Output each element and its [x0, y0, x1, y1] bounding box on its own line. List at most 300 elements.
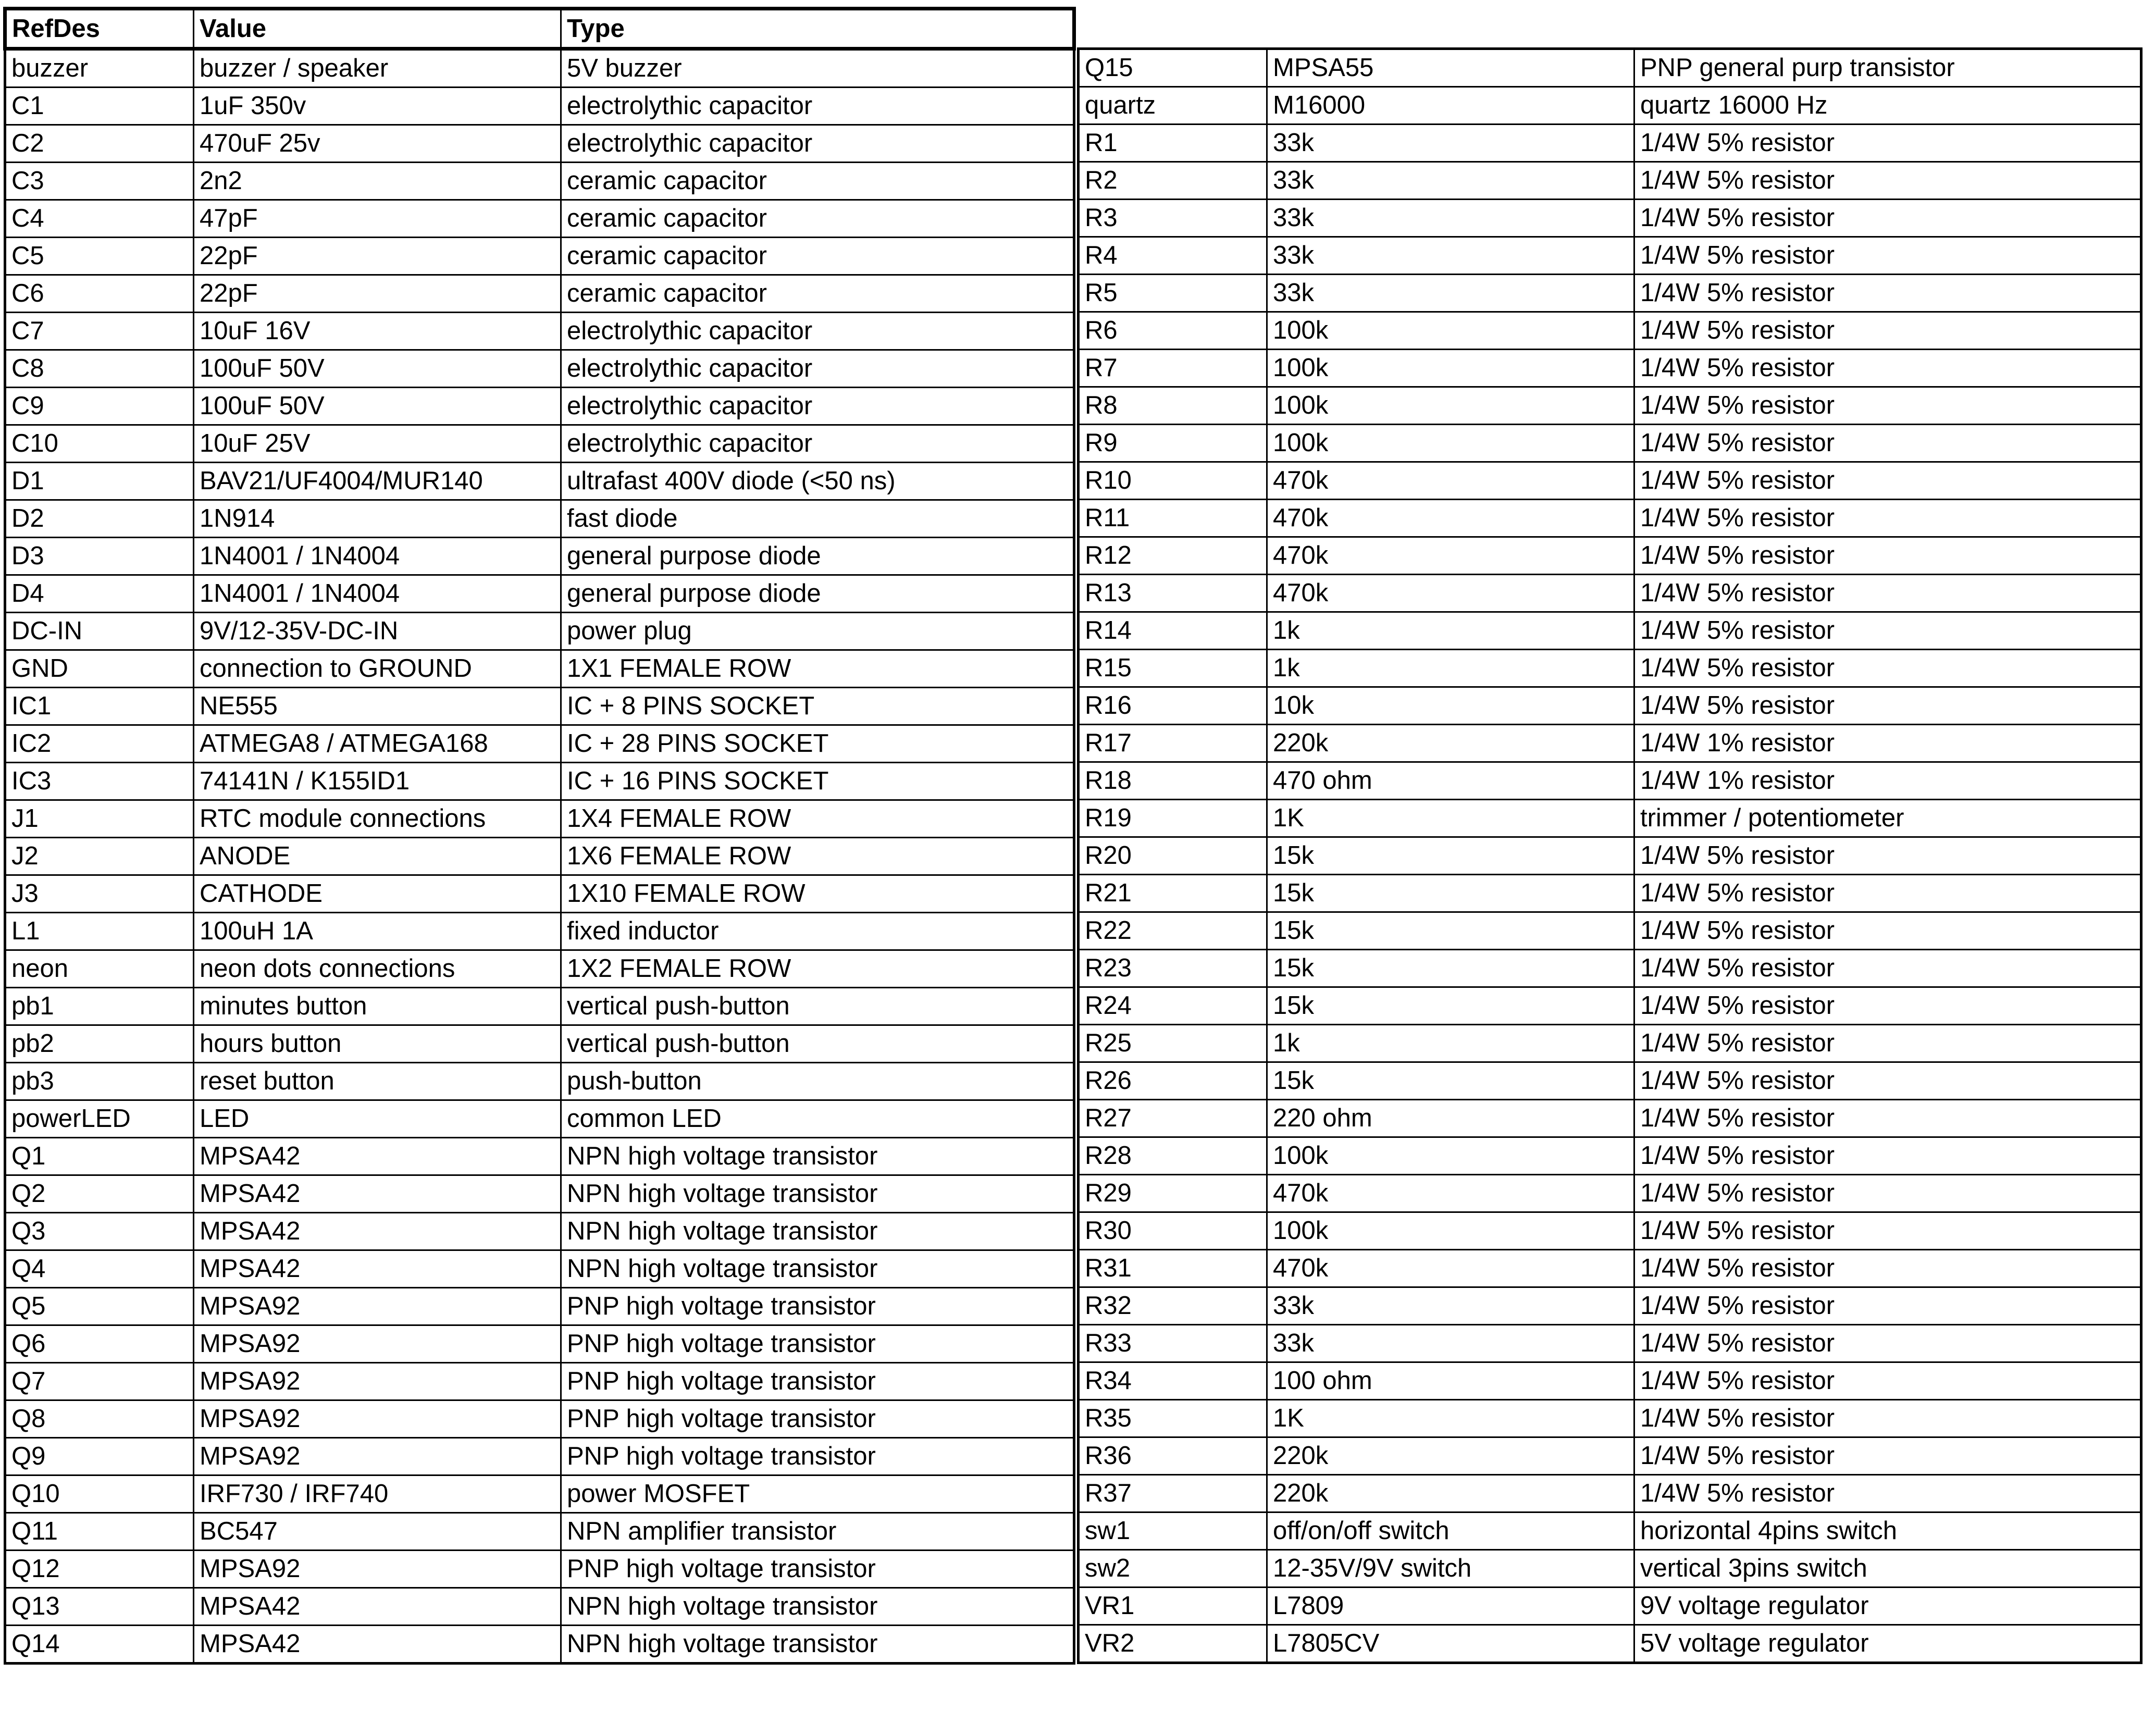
- cell-type: 9V voltage regulator: [1634, 1588, 2141, 1625]
- table-row: [5, 1288, 1074, 1325]
- cell-value: 15k: [1267, 837, 1634, 875]
- cell-type: power MOSFET: [561, 1475, 1074, 1513]
- cell-refdes: Q9: [5, 1438, 194, 1475]
- cell-refdes: C5: [5, 238, 194, 275]
- cell-refdes: buzzer: [5, 49, 194, 88]
- table-row: [5, 125, 1074, 163]
- cell-refdes: R35: [1079, 1400, 1267, 1437]
- table-row: [5, 688, 1074, 725]
- cell-value: MPSA92: [194, 1325, 561, 1363]
- table-row: [1079, 1588, 2141, 1625]
- table-row: [1079, 462, 2141, 500]
- cell-type: PNP high voltage transistor: [561, 1325, 1074, 1363]
- table-row: [1079, 1512, 2141, 1550]
- bom-table-right: [1077, 47, 2142, 1664]
- table-row: [5, 238, 1074, 275]
- cell-refdes: VR2: [1079, 1625, 1267, 1663]
- cell-value: 33k: [1267, 1325, 1634, 1362]
- table-row: [1079, 1212, 2141, 1250]
- cell-value: neon dots connections: [194, 950, 561, 988]
- cell-refdes: R13: [1079, 575, 1267, 612]
- cell-refdes: Q12: [5, 1551, 194, 1588]
- cell-type: PNP high voltage transistor: [561, 1363, 1074, 1400]
- cell-refdes: R31: [1079, 1250, 1267, 1287]
- cell-refdes: Q14: [5, 1626, 194, 1664]
- header-type: Type: [561, 9, 1074, 49]
- cell-value: 1k: [1267, 612, 1634, 650]
- table-row: [5, 88, 1074, 125]
- cell-value: 22pF: [194, 238, 561, 275]
- cell-value: 74141N / K155ID1: [194, 763, 561, 800]
- cell-value: 220k: [1267, 725, 1634, 762]
- table-row: [1079, 275, 2141, 312]
- cell-value: 1k: [1267, 1025, 1634, 1062]
- cell-refdes: R1: [1079, 125, 1267, 162]
- cell-type: PNP high voltage transistor: [561, 1288, 1074, 1325]
- cell-value: MPSA92: [194, 1363, 561, 1400]
- cell-type: 1X4 FEMALE ROW: [561, 800, 1074, 838]
- cell-value: CATHODE: [194, 875, 561, 913]
- table-row: [5, 425, 1074, 463]
- cell-refdes: C6: [5, 275, 194, 313]
- cell-type: IC + 28 PINS SOCKET: [561, 725, 1074, 763]
- table-row: [1079, 650, 2141, 687]
- cell-type: common LED: [561, 1100, 1074, 1138]
- cell-refdes: quartz: [1079, 87, 1267, 125]
- table-row: [5, 1100, 1074, 1138]
- cell-value: 100uF 50V: [194, 388, 561, 425]
- cell-refdes: Q15: [1079, 49, 1267, 87]
- cell-value: IRF730 / IRF740: [194, 1475, 561, 1513]
- table-row: [5, 1513, 1074, 1551]
- cell-type: 1/4W 5% resistor: [1634, 1325, 2141, 1362]
- table-row: [1079, 125, 2141, 162]
- table-row: [5, 313, 1074, 350]
- cell-type: 1X1 FEMALE ROW: [561, 650, 1074, 688]
- cell-refdes: Q1: [5, 1138, 194, 1175]
- table-row: [1079, 1287, 2141, 1325]
- cell-refdes: R23: [1079, 950, 1267, 987]
- cell-value: 470 ohm: [1267, 762, 1634, 800]
- cell-refdes: R32: [1079, 1287, 1267, 1325]
- table-row: [1079, 875, 2141, 912]
- cell-refdes: R22: [1079, 912, 1267, 950]
- table-row: [5, 613, 1074, 650]
- table-row: [1079, 1475, 2141, 1512]
- cell-refdes: R11: [1079, 500, 1267, 537]
- cell-refdes: R28: [1079, 1137, 1267, 1175]
- table-row: [1079, 612, 2141, 650]
- cell-type: 1/4W 5% resistor: [1634, 387, 2141, 425]
- cell-type: NPN high voltage transistor: [561, 1138, 1074, 1175]
- cell-type: vertical 3pins switch: [1634, 1550, 2141, 1588]
- cell-refdes: pb3: [5, 1063, 194, 1100]
- table-row: [5, 1400, 1074, 1438]
- cell-value: 100k: [1267, 350, 1634, 387]
- cell-type: 1/4W 5% resistor: [1634, 537, 2141, 575]
- cell-value: 220k: [1267, 1475, 1634, 1512]
- table-row: [5, 1438, 1074, 1475]
- cell-type: PNP high voltage transistor: [561, 1551, 1074, 1588]
- cell-value: connection to GROUND: [194, 650, 561, 688]
- cell-value: NE555: [194, 688, 561, 725]
- cell-value: 470k: [1267, 1175, 1634, 1212]
- cell-type: PNP general purp transistor: [1634, 49, 2141, 87]
- cell-value: reset button: [194, 1063, 561, 1100]
- cell-refdes: R6: [1079, 312, 1267, 350]
- cell-value: off/on/off switch: [1267, 1512, 1634, 1550]
- cell-value: 33k: [1267, 125, 1634, 162]
- cell-refdes: pb1: [5, 988, 194, 1025]
- cell-refdes: R5: [1079, 275, 1267, 312]
- cell-type: 1/4W 1% resistor: [1634, 762, 2141, 800]
- table-row: [5, 1175, 1074, 1213]
- table-row: [1079, 1625, 2141, 1663]
- cell-refdes: J2: [5, 838, 194, 875]
- cell-refdes: C4: [5, 200, 194, 238]
- cell-value: 470k: [1267, 500, 1634, 537]
- table-row: [1079, 1250, 2141, 1287]
- cell-type: 1/4W 5% resistor: [1634, 612, 2141, 650]
- cell-refdes: Q5: [5, 1288, 194, 1325]
- cell-type: ceramic capacitor: [561, 238, 1074, 275]
- cell-value: 15k: [1267, 1062, 1634, 1100]
- cell-type: 1/4W 5% resistor: [1634, 950, 2141, 987]
- cell-refdes: D1: [5, 463, 194, 500]
- table-row: [1079, 575, 2141, 612]
- table-row: [1079, 1025, 2141, 1062]
- cell-refdes: VR1: [1079, 1588, 1267, 1625]
- cell-refdes: sw1: [1079, 1512, 1267, 1550]
- cell-value: 15k: [1267, 875, 1634, 912]
- table-row: [1079, 762, 2141, 800]
- cell-value: 47pF: [194, 200, 561, 238]
- cell-refdes: R9: [1079, 425, 1267, 462]
- cell-type: 1/4W 5% resistor: [1634, 912, 2141, 950]
- cell-value: 1N4001 / 1N4004: [194, 575, 561, 613]
- table-row: [1079, 537, 2141, 575]
- table-row: [5, 650, 1074, 688]
- cell-type: 1/4W 5% resistor: [1634, 312, 2141, 350]
- cell-refdes: R27: [1079, 1100, 1267, 1137]
- cell-refdes: R30: [1079, 1212, 1267, 1250]
- table-row: [5, 800, 1074, 838]
- table-row: [1079, 1137, 2141, 1175]
- cell-value: BAV21/UF4004/MUR140: [194, 463, 561, 500]
- table-row: [1079, 237, 2141, 275]
- cell-type: 1/4W 5% resistor: [1634, 275, 2141, 312]
- table-row: [5, 1588, 1074, 1626]
- cell-refdes: R34: [1079, 1362, 1267, 1400]
- cell-type: NPN high voltage transistor: [561, 1588, 1074, 1626]
- cell-type: IC + 16 PINS SOCKET: [561, 763, 1074, 800]
- table-row: [5, 463, 1074, 500]
- table-row: [5, 350, 1074, 388]
- table-row: [1079, 162, 2141, 200]
- cell-type: electrolythic capacitor: [561, 313, 1074, 350]
- cell-refdes: R36: [1079, 1437, 1267, 1475]
- cell-value: 100k: [1267, 425, 1634, 462]
- cell-value: L7805CV: [1267, 1625, 1634, 1663]
- cell-value: MPSA55: [1267, 49, 1634, 87]
- cell-value: 470k: [1267, 575, 1634, 612]
- cell-refdes: J3: [5, 875, 194, 913]
- cell-type: vertical push-button: [561, 1025, 1074, 1063]
- table-row: [1079, 200, 2141, 237]
- table-row: [5, 200, 1074, 238]
- table-row: [1079, 350, 2141, 387]
- cell-refdes: R3: [1079, 200, 1267, 237]
- table-row: [5, 163, 1074, 200]
- cell-value: MPSA42: [194, 1175, 561, 1213]
- cell-type: electrolythic capacitor: [561, 88, 1074, 125]
- cell-refdes: Q10: [5, 1475, 194, 1513]
- cell-value: LED: [194, 1100, 561, 1138]
- cell-value: ATMEGA8 / ATMEGA168: [194, 725, 561, 763]
- cell-type: IC + 8 PINS SOCKET: [561, 688, 1074, 725]
- cell-value: RTC module connections: [194, 800, 561, 838]
- cell-value: 470k: [1267, 537, 1634, 575]
- cell-value: MPSA92: [194, 1438, 561, 1475]
- cell-value: 1K: [1267, 800, 1634, 837]
- cell-refdes: powerLED: [5, 1100, 194, 1138]
- cell-value: 12-35V/9V switch: [1267, 1550, 1634, 1588]
- cell-refdes: Q8: [5, 1400, 194, 1438]
- cell-type: general purpose diode: [561, 538, 1074, 575]
- cell-refdes: C9: [5, 388, 194, 425]
- cell-refdes: R4: [1079, 237, 1267, 275]
- cell-type: 1/4W 5% resistor: [1634, 1175, 2141, 1212]
- cell-type: 1/4W 5% resistor: [1634, 1362, 2141, 1400]
- table-row: [1079, 912, 2141, 950]
- cell-value: MPSA42: [194, 1138, 561, 1175]
- cell-type: ceramic capacitor: [561, 200, 1074, 238]
- cell-value: 1k: [1267, 650, 1634, 687]
- table-row: [1079, 1325, 2141, 1362]
- cell-type: 1/4W 5% resistor: [1634, 650, 2141, 687]
- cell-value: MPSA42: [194, 1213, 561, 1250]
- cell-refdes: D3: [5, 538, 194, 575]
- cell-refdes: IC3: [5, 763, 194, 800]
- cell-refdes: R10: [1079, 462, 1267, 500]
- cell-type: ultrafast 400V diode (<50 ns): [561, 463, 1074, 500]
- table-row: [5, 1325, 1074, 1363]
- cell-refdes: R24: [1079, 987, 1267, 1025]
- cell-type: 1X6 FEMALE ROW: [561, 838, 1074, 875]
- cell-refdes: R12: [1079, 537, 1267, 575]
- cell-type: 1/4W 5% resistor: [1634, 425, 2141, 462]
- table-row: [1079, 1062, 2141, 1100]
- cell-refdes: Q13: [5, 1588, 194, 1626]
- table-row: [1079, 1400, 2141, 1437]
- cell-type: 1/4W 5% resistor: [1634, 1137, 2141, 1175]
- table-row: [5, 388, 1074, 425]
- table-row: [5, 49, 1074, 88]
- header-value: Value: [194, 9, 561, 49]
- cell-refdes: Q7: [5, 1363, 194, 1400]
- cell-value: MPSA92: [194, 1288, 561, 1325]
- table-row: [1079, 725, 2141, 762]
- cell-refdes: Q2: [5, 1175, 194, 1213]
- cell-value: M16000: [1267, 87, 1634, 125]
- cell-refdes: J1: [5, 800, 194, 838]
- cell-type: horizontal 4pins switch: [1634, 1512, 2141, 1550]
- table-row: [5, 763, 1074, 800]
- cell-value: 15k: [1267, 912, 1634, 950]
- cell-refdes: sw2: [1079, 1550, 1267, 1588]
- cell-type: NPN high voltage transistor: [561, 1213, 1074, 1250]
- cell-refdes: C1: [5, 88, 194, 125]
- cell-value: 22pF: [194, 275, 561, 313]
- table-row: [1079, 387, 2141, 425]
- cell-refdes: R21: [1079, 875, 1267, 912]
- cell-value: buzzer / speaker: [194, 49, 561, 88]
- table-row: [1079, 49, 2141, 87]
- cell-refdes: neon: [5, 950, 194, 988]
- cell-type: 1/4W 5% resistor: [1634, 1212, 2141, 1250]
- cell-type: 1/4W 5% resistor: [1634, 500, 2141, 537]
- cell-type: 1/4W 5% resistor: [1634, 837, 2141, 875]
- cell-type: 1/4W 5% resistor: [1634, 350, 2141, 387]
- cell-refdes: R18: [1079, 762, 1267, 800]
- cell-refdes: C10: [5, 425, 194, 463]
- cell-type: electrolythic capacitor: [561, 350, 1074, 388]
- cell-value: 33k: [1267, 1287, 1634, 1325]
- cell-value: 15k: [1267, 987, 1634, 1025]
- table-row: [1079, 87, 2141, 125]
- cell-value: MPSA92: [194, 1551, 561, 1588]
- cell-type: PNP high voltage transistor: [561, 1438, 1074, 1475]
- cell-type: 1/4W 5% resistor: [1634, 237, 2141, 275]
- cell-type: 1/4W 5% resistor: [1634, 462, 2141, 500]
- cell-value: 33k: [1267, 162, 1634, 200]
- cell-type: NPN high voltage transistor: [561, 1626, 1074, 1664]
- cell-value: 1K: [1267, 1400, 1634, 1437]
- cell-refdes: R26: [1079, 1062, 1267, 1100]
- table-row: [5, 725, 1074, 763]
- table-row: [1079, 950, 2141, 987]
- table-row: [5, 500, 1074, 538]
- cell-value: 1N914: [194, 500, 561, 538]
- cell-refdes: R7: [1079, 350, 1267, 387]
- table-row: [5, 838, 1074, 875]
- cell-type: 5V buzzer: [561, 49, 1074, 88]
- cell-type: vertical push-button: [561, 988, 1074, 1025]
- table-row: [5, 1025, 1074, 1063]
- cell-refdes: IC2: [5, 725, 194, 763]
- cell-value: 33k: [1267, 200, 1634, 237]
- cell-type: 1/4W 5% resistor: [1634, 687, 2141, 725]
- table-row: [1079, 500, 2141, 537]
- table-row: [5, 988, 1074, 1025]
- cell-value: 470k: [1267, 1250, 1634, 1287]
- cell-refdes: Q3: [5, 1213, 194, 1250]
- cell-type: electrolythic capacitor: [561, 388, 1074, 425]
- cell-type: 1X2 FEMALE ROW: [561, 950, 1074, 988]
- cell-type: 1/4W 1% resistor: [1634, 725, 2141, 762]
- table-row: [1079, 312, 2141, 350]
- cell-refdes: R20: [1079, 837, 1267, 875]
- cell-type: 1/4W 5% resistor: [1634, 575, 2141, 612]
- cell-value: 100 ohm: [1267, 1362, 1634, 1400]
- cell-value: minutes button: [194, 988, 561, 1025]
- cell-type: fixed inductor: [561, 913, 1074, 950]
- cell-value: 100k: [1267, 1137, 1634, 1175]
- cell-type: 1/4W 5% resistor: [1634, 1062, 2141, 1100]
- cell-value: 9V/12-35V-DC-IN: [194, 613, 561, 650]
- cell-refdes: C3: [5, 163, 194, 200]
- cell-value: MPSA42: [194, 1250, 561, 1288]
- cell-value: 100uF 50V: [194, 350, 561, 388]
- table-row: [1079, 1362, 2141, 1400]
- cell-refdes: R2: [1079, 162, 1267, 200]
- table-row: [5, 575, 1074, 613]
- cell-type: general purpose diode: [561, 575, 1074, 613]
- cell-type: fast diode: [561, 500, 1074, 538]
- cell-type: 1X10 FEMALE ROW: [561, 875, 1074, 913]
- table-row: [5, 275, 1074, 313]
- cell-refdes: DC-IN: [5, 613, 194, 650]
- table-row: [1079, 687, 2141, 725]
- cell-value: 15k: [1267, 950, 1634, 987]
- cell-refdes: R37: [1079, 1475, 1267, 1512]
- cell-refdes: R33: [1079, 1325, 1267, 1362]
- table-row: [5, 1551, 1074, 1588]
- bom-table-right-body: [1079, 49, 2141, 1663]
- cell-refdes: R14: [1079, 612, 1267, 650]
- table-row: [5, 1475, 1074, 1513]
- cell-value: 220k: [1267, 1437, 1634, 1475]
- header-refdes: RefDes: [5, 9, 194, 49]
- cell-refdes: Q11: [5, 1513, 194, 1551]
- table-row: [5, 538, 1074, 575]
- cell-refdes: R19: [1079, 800, 1267, 837]
- table-row: [1079, 1437, 2141, 1475]
- cell-type: 1/4W 5% resistor: [1634, 1287, 2141, 1325]
- cell-refdes: R16: [1079, 687, 1267, 725]
- cell-value: MPSA92: [194, 1400, 561, 1438]
- cell-value: 10uF 16V: [194, 313, 561, 350]
- cell-refdes: R25: [1079, 1025, 1267, 1062]
- cell-type: NPN high voltage transistor: [561, 1250, 1074, 1288]
- cell-type: 1/4W 5% resistor: [1634, 125, 2141, 162]
- cell-value: 10k: [1267, 687, 1634, 725]
- cell-refdes: R29: [1079, 1175, 1267, 1212]
- cell-refdes: D2: [5, 500, 194, 538]
- cell-value: 470k: [1267, 462, 1634, 500]
- cell-type: PNP high voltage transistor: [561, 1400, 1074, 1438]
- cell-value: ANODE: [194, 838, 561, 875]
- bom-table-left: [3, 7, 1076, 1665]
- cell-type: ceramic capacitor: [561, 163, 1074, 200]
- table-row: [1079, 837, 2141, 875]
- cell-value: 100k: [1267, 1212, 1634, 1250]
- cell-refdes: D4: [5, 575, 194, 613]
- table-row: [5, 1063, 1074, 1100]
- cell-refdes: IC1: [5, 688, 194, 725]
- table-row: [5, 913, 1074, 950]
- cell-type: trimmer / potentiometer: [1634, 800, 2141, 837]
- cell-refdes: GND: [5, 650, 194, 688]
- cell-value: 10uF 25V: [194, 425, 561, 463]
- cell-refdes: C2: [5, 125, 194, 163]
- cell-type: 1/4W 5% resistor: [1634, 1250, 2141, 1287]
- header-row: [5, 9, 1074, 49]
- table-row: [5, 1138, 1074, 1175]
- cell-value: 220 ohm: [1267, 1100, 1634, 1137]
- table-row: [5, 1213, 1074, 1250]
- cell-value: L7809: [1267, 1588, 1634, 1625]
